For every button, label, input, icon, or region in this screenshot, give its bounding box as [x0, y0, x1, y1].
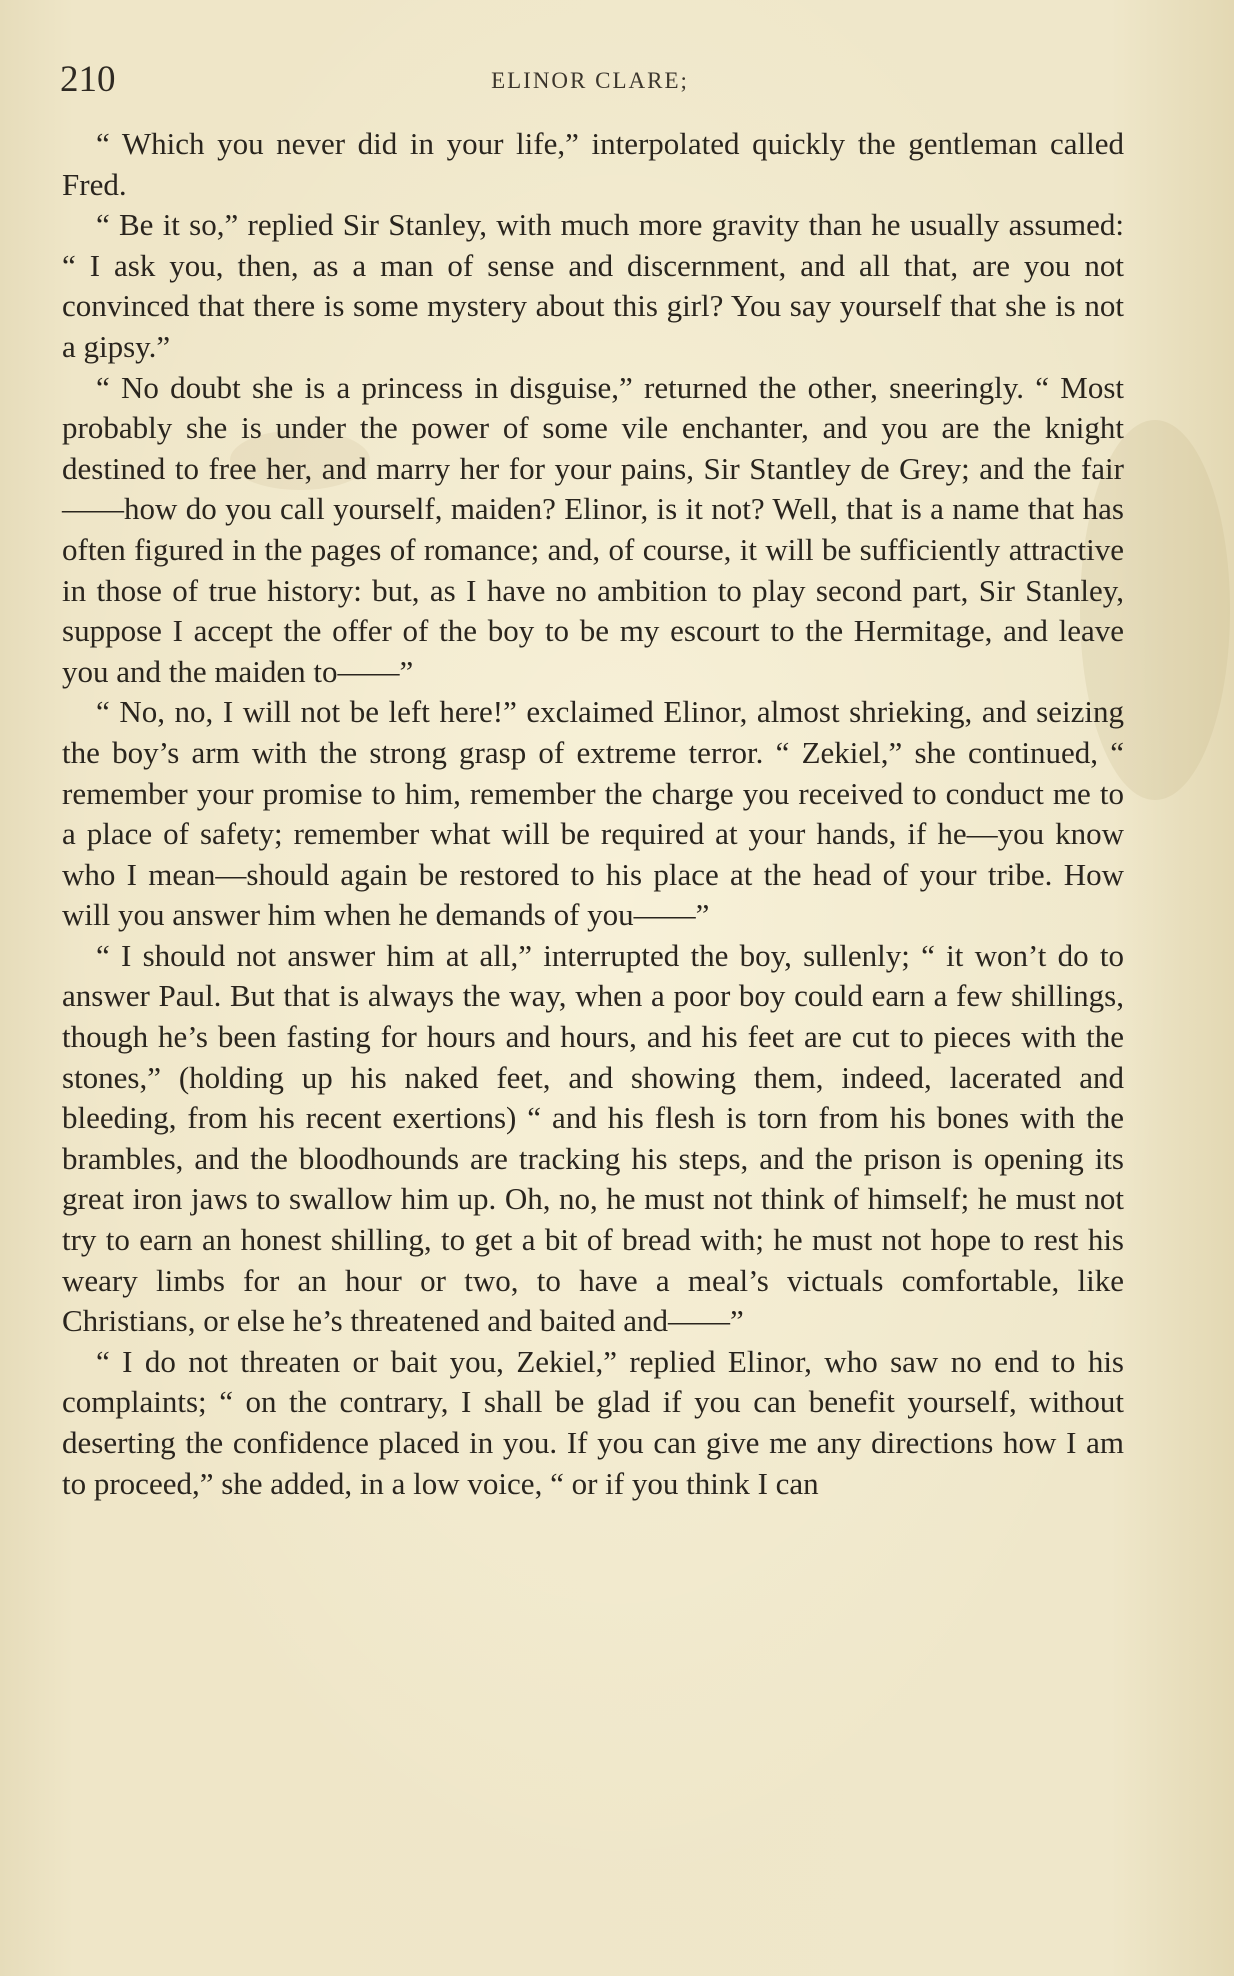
paragraph: “ I do not threaten or bait you, Zekiel,” replied Elinor, who saw no end to his complaints; “ on the contrary, I shall be glad if you can benefit yourself, without deserting the confidence placed in you. If you can give me any directions how I am to proceed,” she added, in a low voice, “ or if you think I can: [62, 1343, 1124, 1501]
paragraph: “ Be it so,” replied Sir Stanley, with much more gravity than he usually assumed: “ I ask you, then, as a man of sense and discernment, and all that, are you not convinced that there is some mystery about this girl? You say yourself that she is not a gipsy.”: [62, 207, 1124, 364]
page-number: 210: [60, 59, 116, 100]
body-text: [62, 124, 1124, 1504]
running-title: ELINOR CLARE;: [491, 68, 689, 93]
paragraph: “ No, no, I will not be left here!” exclaimed Elinor, almost shrieking, and seizing the boy’s arm with the strong grasp of extreme terror. “ Zekiel,” she continued, “ remember your promise to him, remember the charge you received to conduct me to a place of safety; remember what will be required at your hands, if he—you know who I mean—should again be restored to his place at the head of your tribe. How will you answer him when he demands of you——”: [62, 694, 1124, 933]
paragraph: “ Which you never did in your life,” interpolated quickly the gentleman called Fred.: [62, 126, 1124, 202]
paragraph: “ I should not answer him at all,” interrupted the boy, sullenly; “ it won’t do to answer Paul. But that is always the way, when a poor boy could earn a few shillings, though he’s been fasting for hours and hours, and his feet are cut to pieces with the stones,” (holding up his naked feet, and showing them, indeed, lacerated and bleeding, from his recent exertions) “ and his flesh is torn from his bones with the brambles, and the bloodhounds are tracking his steps, and the prison is opening its great iron jaws to swallow him up. Oh, no, he must not think of himself; he must not try to earn an honest shilling, to get a bit of bread with; he must not hope to rest his weary limbs for an hour or two, to have a meal’s victuals comfortable, like Christians, or else he’s threatened and baited and——”: [62, 937, 1124, 1339]
paragraph: “ No doubt she is a princess in disguise,” returned the other, sneeringly. “ Most probably she is under the power of some vile enchanter, and you are the knight destined to free her, and marry her for your pains, Sir Stantley de Grey; and the fair——how do you call yourself, maiden? Elinor, is it not? Well, that is a name that has often figured in the pages of romance; and, of course, it will be sufficiently attractive in those of true history: but, as I have no ambition to play second part, Sir Stanley, suppose I accept the offer of the boy to be my escourt to the Hermitage, and leave you and the maiden to——”: [62, 369, 1124, 689]
page-header: [60, 58, 1120, 108]
